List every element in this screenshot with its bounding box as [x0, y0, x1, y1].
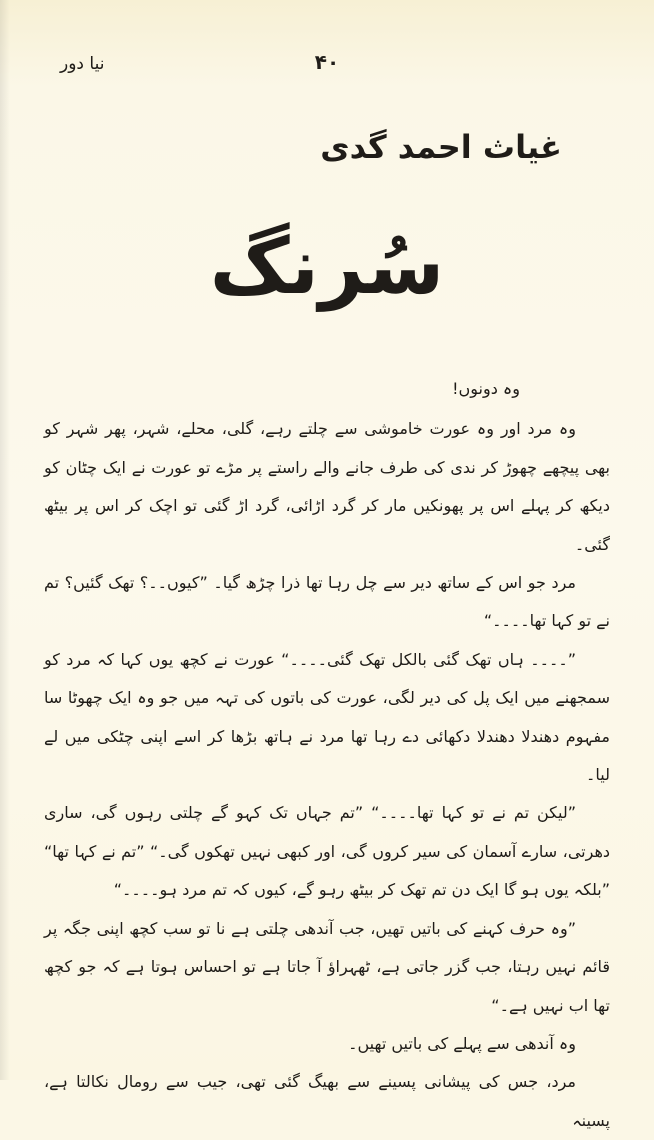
paragraph: مرد، جس کی پیشانی پسینے سے بھیگ گئی تھی، جیب سے رومال نکالتا ہے، پسینہ — [44, 1072, 610, 1130]
paragraph: ”۔۔۔۔ ہاں تھک گئی بالکل تھک گئی۔۔۔۔“ عورت نے کچھ یوں کہا کہ مرد کو سمجھنے میں ایک پل کی دیر لگی، عورت کی باتوں کی تہہ میں جو وہ ایک چھوٹا سا مفہوم دھندلا دھندلا دکھائی دے رہا تھا مرد نے ہاتھ بڑھا کر اسے اپنی چٹکی میں لے لیا۔ — [44, 649, 610, 785]
story-body — [44, 370, 610, 1140]
paragraph: ”وہ حرف کہنے کی باتیں تھیں، جب آندھی چلتی ہے نا تو سب کچھ اپنی جگہ پر قائم نہیں رہتا، جب گزر جاتی ہے، ٹھہراؤ آ جاتا ہے تو احساس ہوتا ہے کہ جو کچھ تھا اب نہیں ہے۔“ — [44, 918, 610, 1015]
journal-name: نیا دور — [60, 54, 105, 74]
paragraph: ”لیکن تم نے تو کہا تھا۔۔۔۔“ ”تم جہاں تک کہو گے چلتی رہوں گی، ساری دھرتی، سارے آسمان کی سیر کروں گی، اور کبھی نہیں تھکوں گی۔“ ”تم نے کہا تھا“ ”بلکہ یوں ہو گا ایک دن تم تھک کر بیٹھ رہو گے، کیوں کہ تم مرد ہو۔۔۔۔“ — [44, 803, 610, 900]
paragraph: وہ آندھی سے پہلے کی باتیں تھیں۔ — [348, 1033, 576, 1053]
page-header — [30, 50, 624, 80]
page-number: ۴۰ — [314, 50, 340, 74]
paragraph: وہ مرد اور وہ عورت خاموشی سے چلتے رہے، گلی، محلے، شہر، پھر شہر کو بھی پیچھے چھوڑ کر ندی کی طرف جانے والے راستے پر مڑے تو عورت نے ایک چٹان کو دیکھ کر پہلے اس پر پھونکیں مار کر گرد اڑائی، گرد اڑ گئی تو اچک کر اس پر بیٹھ گئی۔ — [44, 419, 610, 554]
author-name: غیاث احمد گدی — [320, 128, 562, 166]
page-edge-shadow — [0, 0, 10, 1080]
paragraph: مرد جو اس کے ساتھ دیر سے چل رہا تھا ذرا چڑھ گیا۔ ”کیوں۔۔؟ تھک گئیں؟ تم نے تو کہا تھا۔۔۔۔“ — [44, 573, 610, 631]
story-title: سُرنگ — [209, 222, 445, 312]
paragraph: وہ دونوں! — [452, 379, 520, 398]
